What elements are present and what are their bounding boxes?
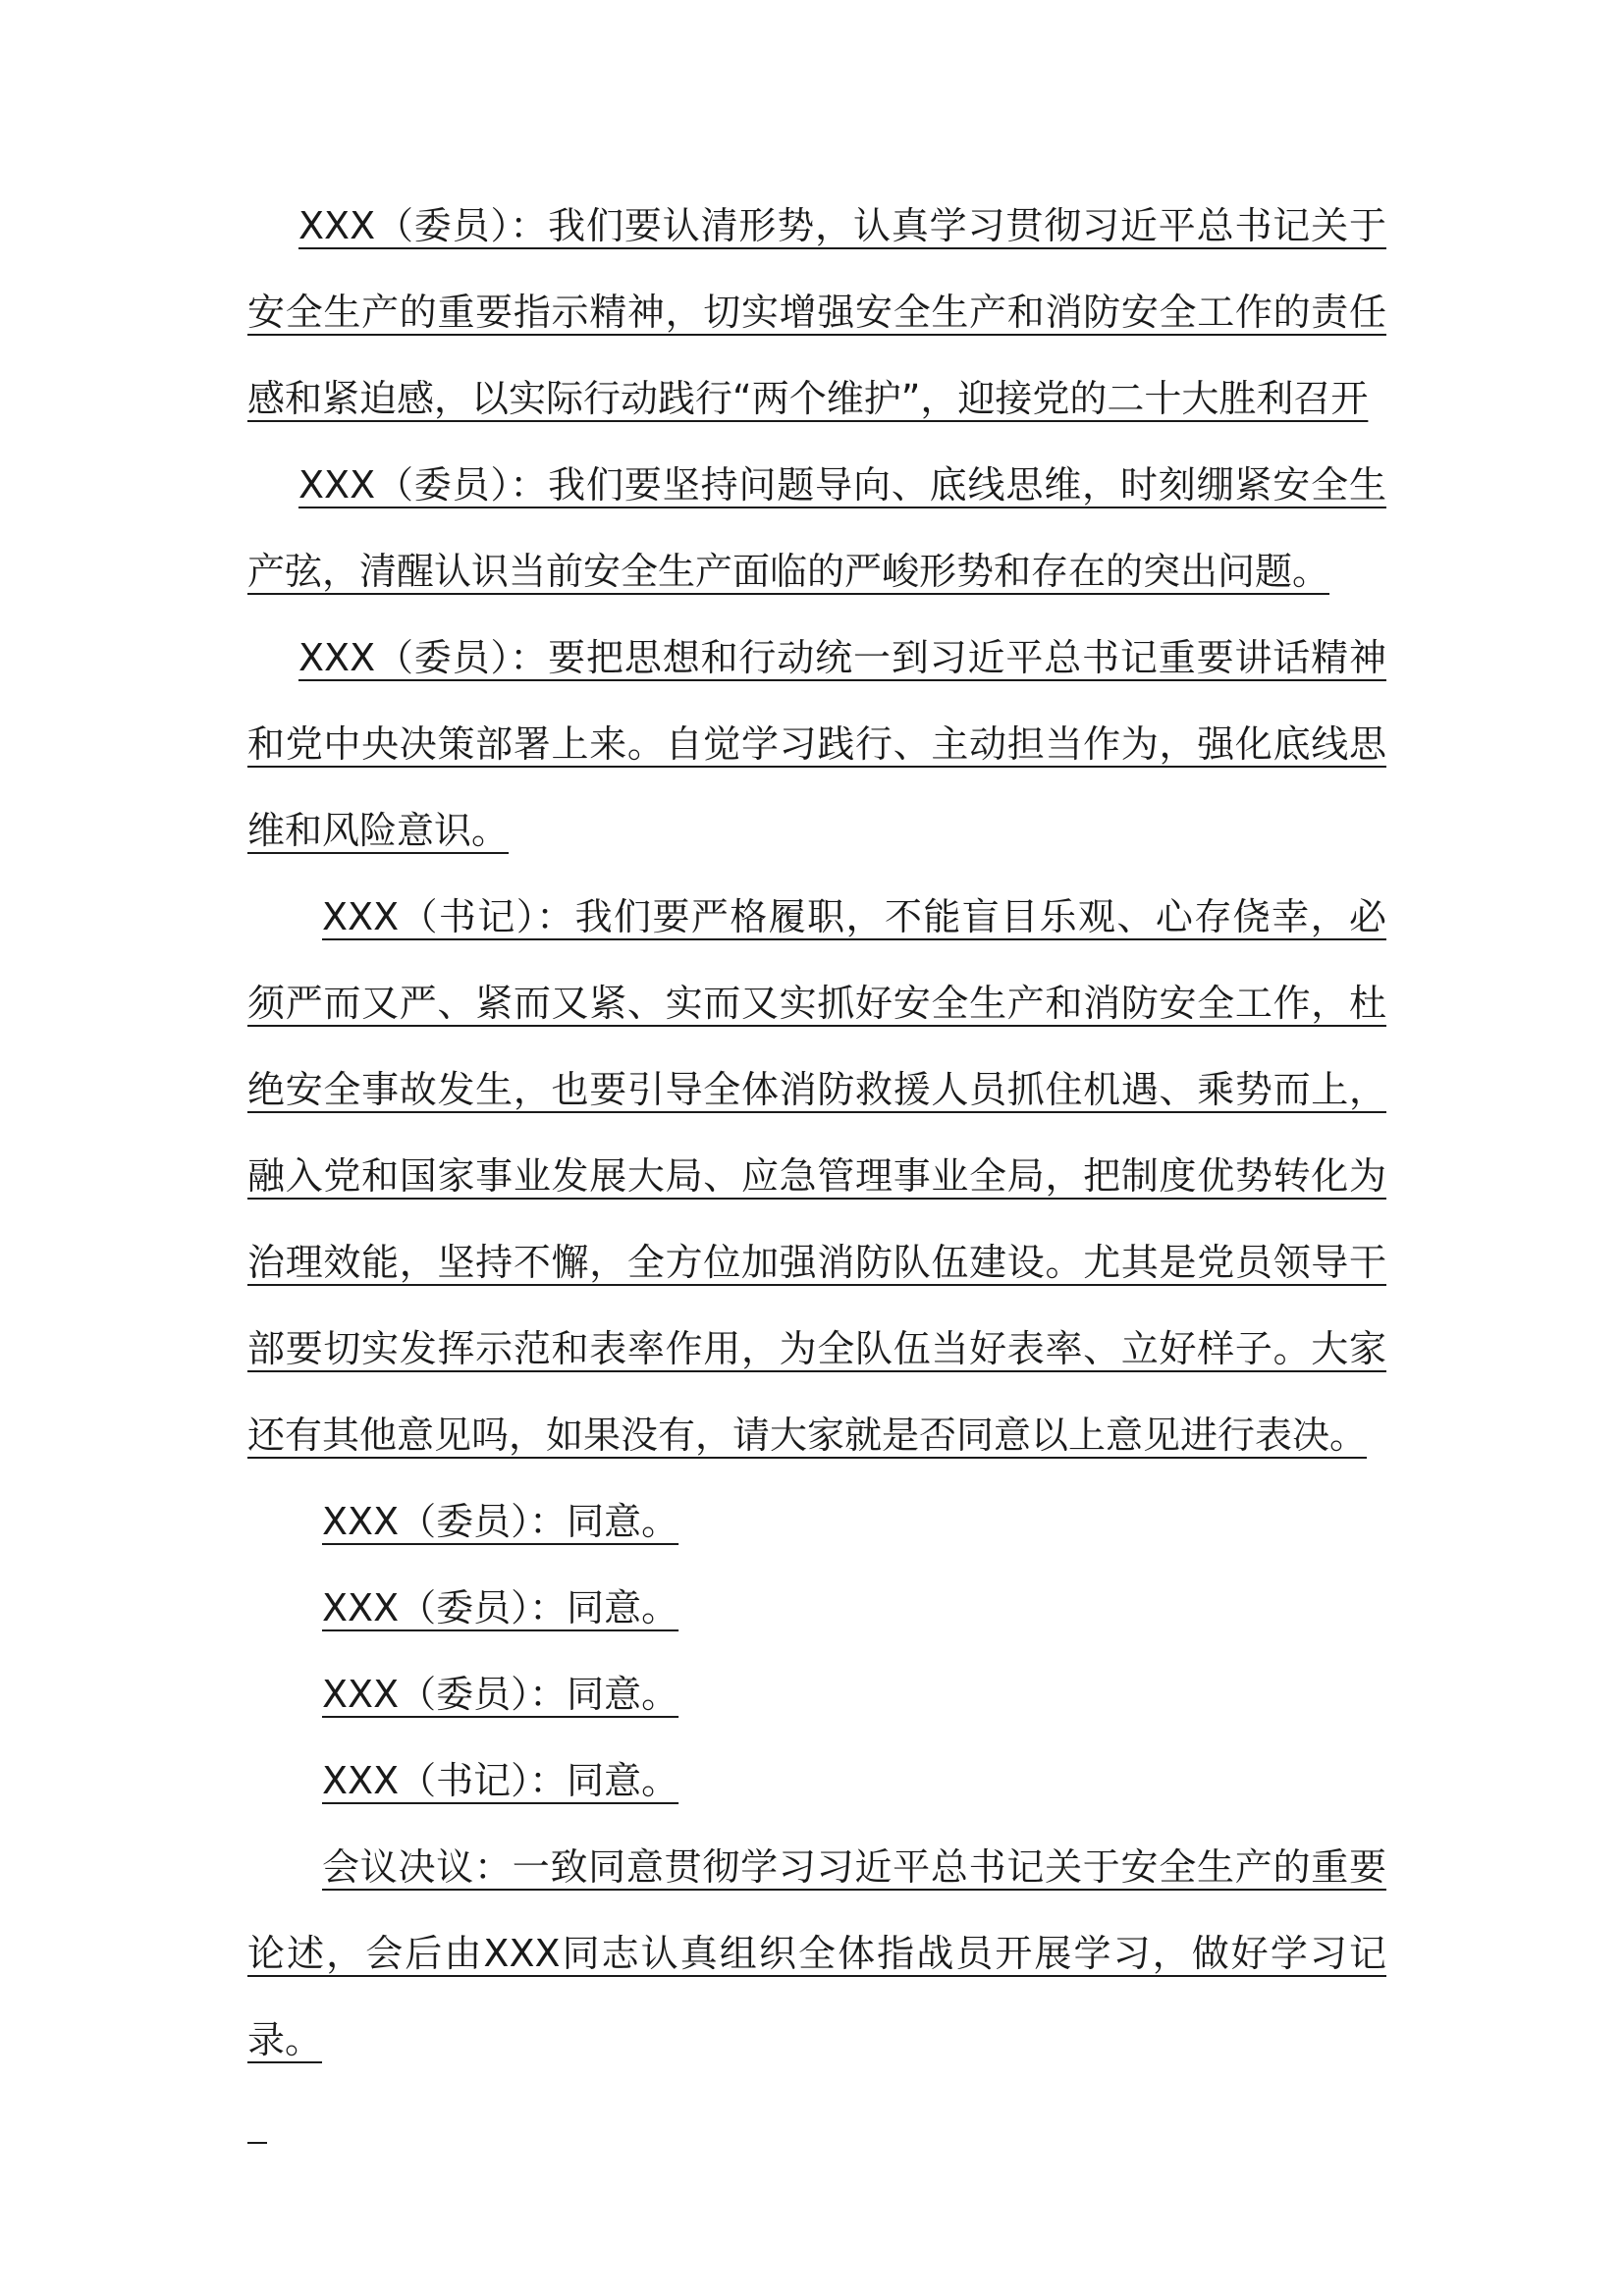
secretary-remark-paragraph: XXX（书记）：我们要严格履职，不能盲目乐观、心存侥幸，必须严而又严、紧而又紧、实而又实抓好安全生产和消防安全工作，杜绝安全事故发生，也要引导全体消防救援人员抓住机遇、乘势而上，融入党和国家事业发展大局、应急管理事业全局，把制度优势转化为治理效能，坚持不懈，全方位加强消防队伍建设。尤其是党员领导干部要切实发挥示范和表率作用，为全队伍当好表率、立好样子。大家还有其他意见吗，如果没有，请大家就是否同意以上意见进行表决。 <box>247 895 1386 1457</box>
vote-line-3: XXX（委员）：同意。 <box>322 1673 679 1716</box>
remark-paragraph-1: XXX（委员）：我们要认清形势，认真学习贯彻习近平总书记关于安全生产的重要指示精神，切实增强安全生产和消防安全工作的责任感和紧迫感，以实际行动践行“两个维护”，迎接党的二十大胜利召开 <box>247 204 1386 420</box>
vote-line-2: XXX（委员）：同意。 <box>322 1586 679 1629</box>
vote-line-1: XXX（委员）：同意。 <box>322 1500 679 1543</box>
remark-paragraph-3: XXX（委员）：要把思想和行动统一到习近平总书记重要讲话精神和党中央决策部署上来。自觉学习践行、主动担当作为，强化底线思维和风险意识。 <box>247 636 1386 852</box>
remark-paragraph-2: XXX（委员）：我们要坚持问题导向、底线思维，时刻绷紧安全生产弦，清醒认识当前安全生产面临的严峻形势和存在的突出问题。 <box>247 463 1386 593</box>
document-page <box>247 183 1386 2169</box>
vote-line-4: XXX（书记）：同意。 <box>322 1759 679 1802</box>
trailing-underline-mark <box>247 2083 1386 2169</box>
meeting-resolution: 会议决议：一致同意贯彻学习习近平总书记关于安全生产的重要论述，会后由XXX同志认真组织全体指战员开展学习，做好学习记录。 <box>247 1845 1386 2061</box>
